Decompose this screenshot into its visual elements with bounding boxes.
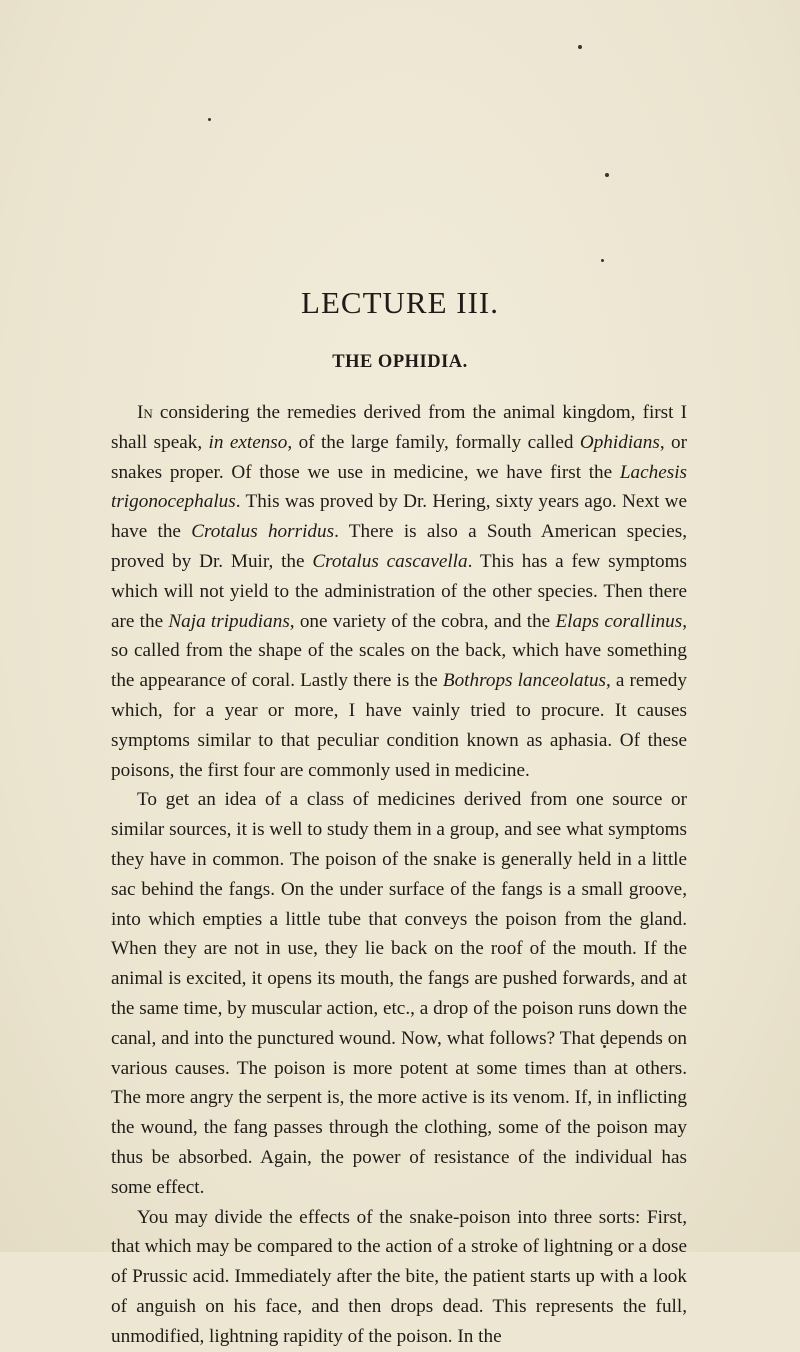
text-run: . There is also a South American species, proved by Dr. Muir, the (111, 521, 687, 572)
body-text (111, 398, 687, 1352)
italic-term: Ophidians (579, 431, 660, 453)
italic-term: Naja tripudians (168, 610, 290, 632)
italic-term: in extenso (208, 431, 288, 453)
ink-speck (578, 45, 582, 49)
text-run: , one variety of the cobra, and the (289, 610, 556, 632)
paragraph (111, 1203, 687, 1352)
text-run: , of the large family, formally called (287, 431, 580, 453)
text-run: , or snakes proper. Of those we use in medicine, we have first the (111, 431, 688, 483)
paragraph-lead-word: In (137, 402, 153, 423)
text-run: . This has a few symptoms which will not yield to the administration of the other species. Then there are the (111, 550, 687, 632)
italic-term: Elaps corallinus (555, 610, 683, 632)
ink-speck (208, 118, 211, 121)
italic-term: Bothrops lanceolatus (442, 670, 607, 692)
paragraph (111, 785, 687, 1202)
italic-term: Crotalus horridus (191, 521, 335, 543)
text-run: considering the remedies derived from the animal kingdom, first I shall speak, (111, 402, 687, 453)
text-run: . This was proved by Dr. Hering, sixty years ago. Next we have the (111, 491, 687, 543)
paragraph (111, 398, 687, 785)
italic-term: Lachesis trigonocephalus (111, 461, 687, 513)
text-run: To get an idea of a class of medicines derived from one source or similar sources, it is well to study them in a group, and see what symptoms they have in common. The poison of the snake is generally held in a little sac behind the fangs. On the under surface of the fangs is a small groove, into which empties a little tube that conveys the poison from the gland. When they are not in use, they lie back on the roof of the mouth. If the animal is excited, it opens its mouth, the fangs are pushed forwards, and at the same time, by muscular action, etc., a drop of the poison runs down the canal, and into the punctured wound. Now, what follows? That depends on various causes. The poison is more potent at some times than at others. The more angry the serpent is, the more active is its venom. If, in inflicting the wound, the fang passes through the clothing, some of the poison may thus be absorbed. Again, the power of resistance of the individual has some effect. (111, 789, 687, 1198)
text-run: , a remedy which, for a year or more, I have vainly tried to procure. It causes symptoms similar to that peculiar condition known as aphasia. Of these poisons, the first four are commonly used in medicine. (111, 670, 687, 781)
chapter-title: LECTURE III. (301, 285, 499, 320)
text-run: You may divide the effects of the snake-poison into three sorts: First, that which may be compared to the action of a stroke of lightning or a dose of Prussic acid. Immediately after the bite, the patient starts up with a look of anguish on his face, and then drops dead. This represents the full, unmodified, lightning rapidity of the poison. In the (111, 1206, 687, 1347)
ink-speck (605, 173, 609, 177)
ink-speck (601, 259, 604, 262)
section-title: THE OPHIDIA. (332, 352, 468, 372)
italic-term: Crotalus cascavella (312, 550, 468, 572)
text-run: , so called from the shape of the scales on the back, which have something the appearance of coral. Lastly there is the (111, 610, 687, 692)
